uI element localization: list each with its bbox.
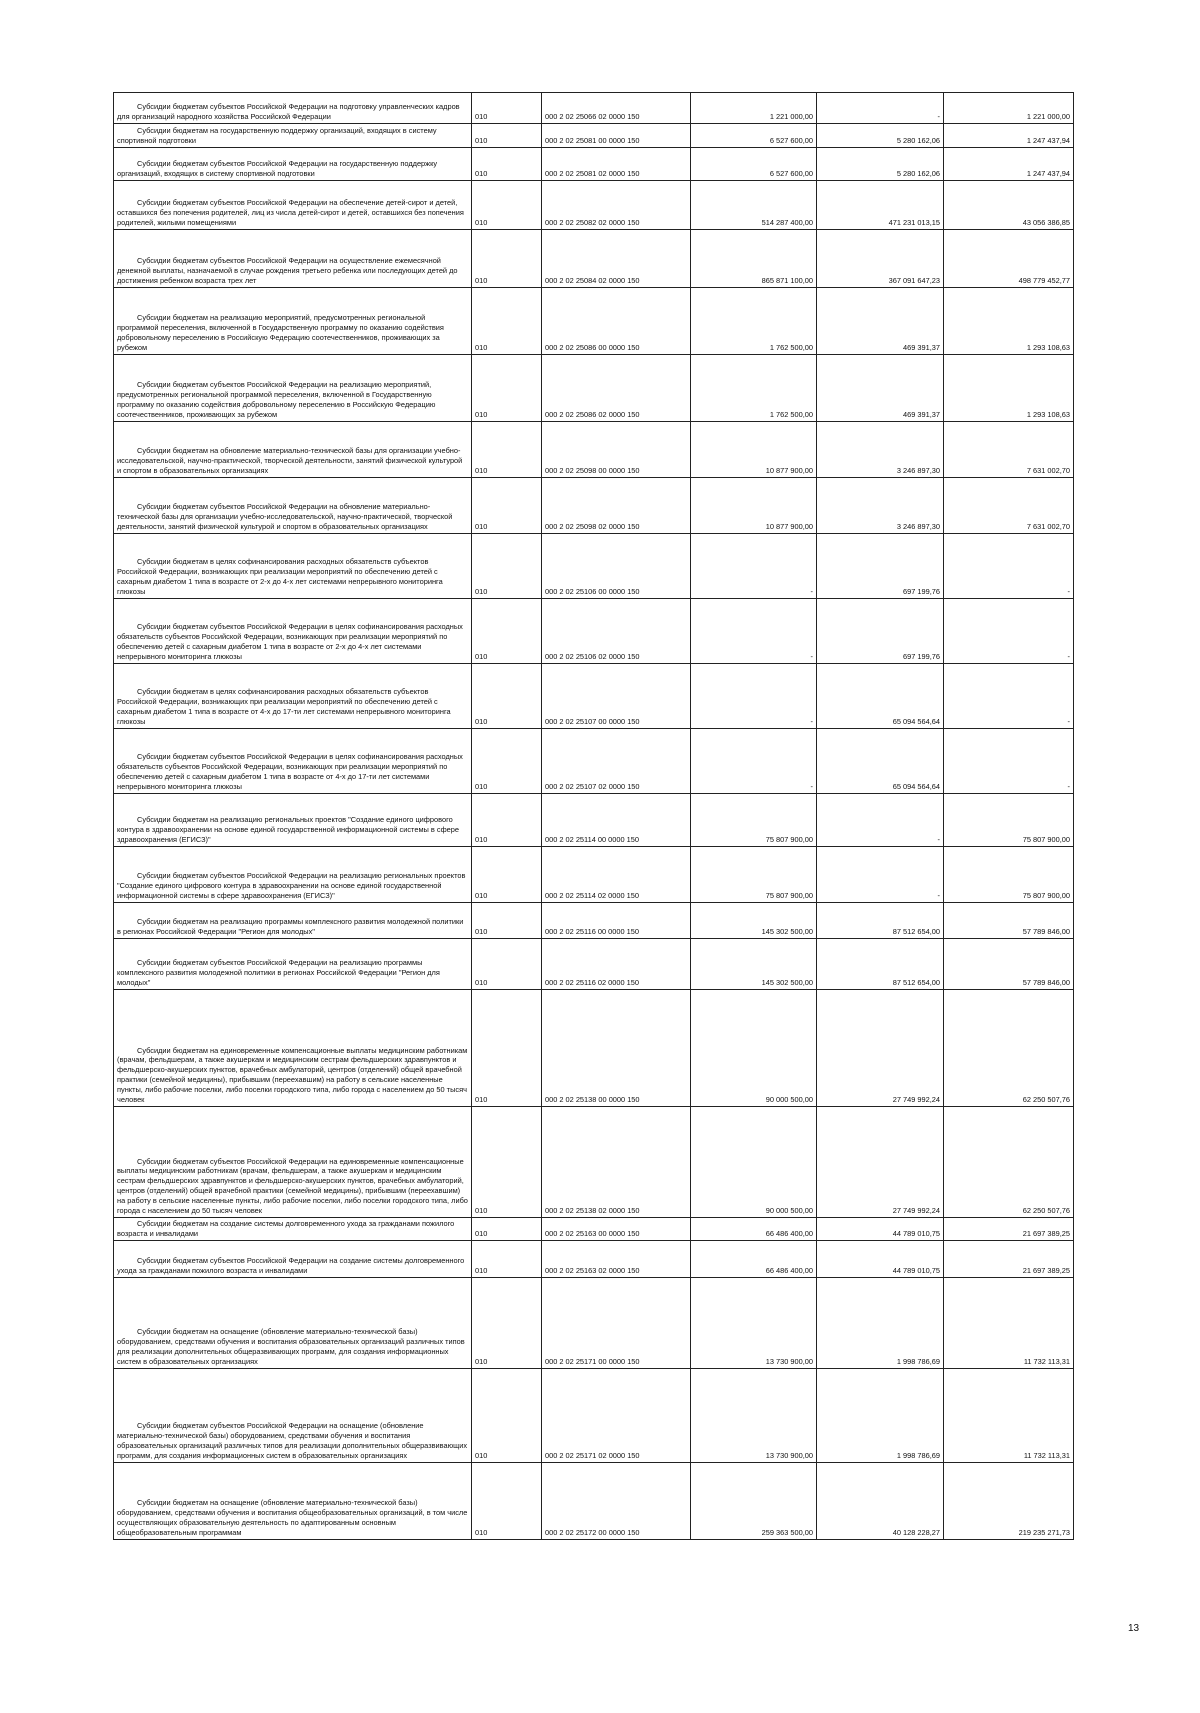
row-kbk-cell: 000 2 02 25116 02 0000 150	[542, 939, 691, 990]
row-remaining-cell: 62 250 507,76	[944, 1107, 1074, 1218]
row-remaining-cell: 1 247 437,94	[944, 124, 1074, 148]
row-approved-cell: 145 302 500,00	[691, 939, 817, 990]
row-remaining-cell: -	[944, 534, 1074, 599]
row-executed-cell: 471 231 013,15	[817, 181, 944, 230]
row-executed-cell: 1 998 786,69	[817, 1278, 944, 1369]
row-name-text: Субсидии бюджетам субъектов Российской Федерации на создание системы долговременного ухода за гражданами пожилого возраста и инвалидами	[117, 1256, 465, 1276]
row-name-cell	[114, 93, 472, 124]
row-approved-cell: -	[691, 729, 817, 794]
row-name-cell	[114, 1463, 472, 1540]
row-kbk-cell: 000 2 02 25171 00 0000 150	[542, 1278, 691, 1369]
row-name-cell	[114, 148, 472, 181]
table-row	[114, 1463, 1074, 1540]
row-name-text: Субсидии бюджетам на реализацию мероприятий, предусмотренных региональной программой переселения, включенной в Государственную программу по оказанию содействия добровольному переселению в Российскую Федерацию соотечественников, проживающих за рубежом	[117, 313, 444, 353]
table-row	[114, 93, 1074, 124]
row-name-text: Субсидии бюджетам на создание системы долговременного ухода за гражданами пожилого возраста и инвалидами	[117, 1219, 455, 1239]
row-name-cell	[114, 181, 472, 230]
row-executed-cell: 1 998 786,69	[817, 1369, 944, 1463]
row-name-cell	[114, 534, 472, 599]
row-remaining-cell: 7 631 002,70	[944, 478, 1074, 534]
row-approved-cell: 865 871 100,00	[691, 230, 817, 288]
row-kbk-cell: 000 2 02 25172 00 0000 150	[542, 1463, 691, 1540]
page-number: 13	[1128, 1623, 1140, 1634]
row-name-text: Субсидии бюджетам в целях софинансирования расходных обязательств субъектов Российской Федерации, возникающих при реализации мероприятий по обеспечению детей с сахарным диабетом 1 типа в возрасте от 4-х до 17-ти лет системами непрерывного мониторинга глюкозы	[117, 687, 451, 727]
row-approved-cell: -	[691, 599, 817, 664]
row-kbk-cell: 000 2 02 25086 00 0000 150	[542, 288, 691, 355]
row-code-cell: 010	[472, 1369, 542, 1463]
table-row	[114, 847, 1074, 903]
row-executed-cell: 3 246 897,30	[817, 478, 944, 534]
row-remaining-cell: 498 779 452,77	[944, 230, 1074, 288]
row-code-cell: 010	[472, 124, 542, 148]
row-name-cell	[114, 422, 472, 478]
table-row	[114, 534, 1074, 599]
row-name-cell	[114, 1278, 472, 1369]
row-approved-cell: 6 527 600,00	[691, 124, 817, 148]
row-kbk-cell: 000 2 02 25106 00 0000 150	[542, 534, 691, 599]
row-name-cell	[114, 729, 472, 794]
row-kbk-cell: 000 2 02 25163 02 0000 150	[542, 1241, 691, 1278]
row-kbk-cell: 000 2 02 25107 00 0000 150	[542, 664, 691, 729]
row-remaining-cell: 57 789 846,00	[944, 903, 1074, 939]
row-approved-cell: 6 527 600,00	[691, 148, 817, 181]
row-remaining-cell: 43 056 386,85	[944, 181, 1074, 230]
row-remaining-cell: -	[944, 729, 1074, 794]
row-name-cell	[114, 230, 472, 288]
row-approved-cell: 13 730 900,00	[691, 1369, 817, 1463]
row-executed-cell: 27 749 992,24	[817, 1107, 944, 1218]
table-row	[114, 1107, 1074, 1218]
row-approved-cell: 66 486 400,00	[691, 1241, 817, 1278]
row-name-text: Субсидии бюджетам субъектов Российской Федерации в целях софинансирования расходных обязательств субъектов Российской Федерации, возникающих при реализации мероприятий по обеспечению детей с сахарным диабетом 1 типа в возрасте от 4-х до 17-ти лет системами непрерывного мониторинга глюкозы	[117, 752, 463, 792]
row-remaining-cell: 57 789 846,00	[944, 939, 1074, 990]
row-name-cell	[114, 794, 472, 847]
row-code-cell: 010	[472, 794, 542, 847]
row-code-cell: 010	[472, 1107, 542, 1218]
row-code-cell: 010	[472, 729, 542, 794]
row-name-cell	[114, 1107, 472, 1218]
row-name-text: Субсидии бюджетам субъектов Российской Федерации в целях софинансирования расходных обязательств субъектов Российской Федерации, возникающих при реализации мероприятий по обеспечению детей с сахарным диабетом 1 типа в возрасте от 2-х до 4-х лет системами непрерывного мониторинга глюкозы	[117, 622, 463, 662]
row-name-text: Субсидии бюджетам на оснащение (обновление материально-технической базы) оборудованием, средствами обучения и воспитания общеобразовательных организаций, в том числе осуществляющих образовательную деятельность по адаптированным основным общеобразовательным программам	[117, 1498, 468, 1538]
row-executed-cell: 697 199,76	[817, 599, 944, 664]
table-row	[114, 148, 1074, 181]
row-kbk-cell: 000 2 02 25066 02 0000 150	[542, 93, 691, 124]
row-code-cell: 010	[472, 664, 542, 729]
row-name-cell	[114, 478, 472, 534]
row-executed-cell: 5 280 162,06	[817, 124, 944, 148]
row-name-text: Субсидии бюджетам субъектов Российской Федерации на государственную поддержку организаций, входящих в систему спортивной подготовки	[117, 159, 438, 179]
row-name-text: Субсидии бюджетам на единовременные компенсационные выплаты медицинским работникам (врачам, фельдшерам, а также акушеркам и медицинским сестрам фельдшерских здравпунктов и фельдшерско-акушерских пунктов, врачебных амбулаторий, центров (отделений) общей врачебной практики (семейной медицины), прибывшим (переехавшим) на работу в сельские населенные пункты, либо рабочие поселки, либо поселки городского типа, либо города с населением до 50 тысяч человек	[117, 1045, 468, 1105]
row-kbk-cell: 000 2 02 25114 02 0000 150	[542, 847, 691, 903]
table-row	[114, 1278, 1074, 1369]
row-executed-cell: 40 128 228,27	[817, 1463, 944, 1540]
row-name-text: Субсидии бюджетам на государственную поддержку организаций, входящих в систему спортивной подготовки	[117, 126, 437, 146]
row-code-cell: 010	[472, 93, 542, 124]
table-row	[114, 181, 1074, 230]
row-approved-cell: 13 730 900,00	[691, 1278, 817, 1369]
row-remaining-cell: 11 732 113,31	[944, 1369, 1074, 1463]
row-name-cell	[114, 939, 472, 990]
row-approved-cell: 10 877 900,00	[691, 422, 817, 478]
row-code-cell: 010	[472, 990, 542, 1107]
row-executed-cell: 469 391,37	[817, 288, 944, 355]
row-name-text: Субсидии бюджетам субъектов Российской Федерации на реализацию мероприятий, предусмотренных региональной программой переселения, включенной в Государственную программу по оказанию содействия добровольному переселению в Российскую Федерацию соотечественников, проживающих за рубежом	[117, 380, 436, 420]
row-approved-cell: -	[691, 534, 817, 599]
row-code-cell: 010	[472, 847, 542, 903]
row-kbk-cell: 000 2 02 25081 00 0000 150	[542, 124, 691, 148]
row-name-cell	[114, 124, 472, 148]
table-body	[114, 93, 1074, 1540]
row-name-cell	[114, 990, 472, 1107]
row-kbk-cell: 000 2 02 25084 02 0000 150	[542, 230, 691, 288]
table-row	[114, 422, 1074, 478]
row-code-cell: 010	[472, 181, 542, 230]
row-name-cell	[114, 355, 472, 422]
row-executed-cell: 367 091 647,23	[817, 230, 944, 288]
row-executed-cell: -	[817, 93, 944, 124]
row-remaining-cell: 75 807 900,00	[944, 847, 1074, 903]
row-remaining-cell: 1 293 108,63	[944, 355, 1074, 422]
row-executed-cell: 3 246 897,30	[817, 422, 944, 478]
row-executed-cell: -	[817, 794, 944, 847]
row-code-cell: 010	[472, 148, 542, 181]
row-kbk-cell: 000 2 02 25138 02 0000 150	[542, 1107, 691, 1218]
row-code-cell: 010	[472, 534, 542, 599]
row-executed-cell: 469 391,37	[817, 355, 944, 422]
row-name-cell	[114, 1218, 472, 1241]
row-name-cell	[114, 1241, 472, 1278]
revenue-execution-table	[113, 92, 1074, 1540]
row-approved-cell: 1 762 500,00	[691, 355, 817, 422]
row-name-text: Субсидии бюджетам субъектов Российской Федерации на подготовку управленческих кадров для организаций народного хозяйства Российской Федерации	[117, 102, 460, 122]
row-code-cell: 010	[472, 230, 542, 288]
row-approved-cell: 514 287 400,00	[691, 181, 817, 230]
row-kbk-cell: 000 2 02 25107 02 0000 150	[542, 729, 691, 794]
row-remaining-cell: 11 732 113,31	[944, 1278, 1074, 1369]
row-name-text: Субсидии бюджетам на оснащение (обновление материально-технической базы) оборудованием, средствами обучения и воспитания образовательных организаций различных типов для реализации дополнительных общеразвивающих программ, для создания информационных систем в образовательных организациях	[117, 1327, 465, 1367]
row-executed-cell: 87 512 654,00	[817, 939, 944, 990]
row-executed-cell: 44 789 010,75	[817, 1241, 944, 1278]
row-executed-cell: 27 749 992,24	[817, 990, 944, 1107]
row-code-cell: 010	[472, 939, 542, 990]
row-approved-cell: 10 877 900,00	[691, 478, 817, 534]
row-remaining-cell: 62 250 507,76	[944, 990, 1074, 1107]
table-row	[114, 1218, 1074, 1241]
row-name-text: Субсидии бюджетам субъектов Российской Федерации на единовременные компенсационные выплаты медицинским работникам (врачам, фельдшерам, а также акушеркам и медицинским сестрам фельдшерских здравпунктов и фельдшерско-акушерских пунктов, врачебных амбулаторий, центров (отделений) общей врачебной практики (семейной медицины), прибывшим (переехавшим) на работу в сельские населенные пункты, либо рабочие поселки, либо поселки городского типа, либо города с населением до 50 тысяч человек	[117, 1156, 468, 1216]
row-name-cell	[114, 664, 472, 729]
row-executed-cell: 65 094 564,64	[817, 664, 944, 729]
row-executed-cell: 44 789 010,75	[817, 1218, 944, 1241]
row-approved-cell: 1 762 500,00	[691, 288, 817, 355]
row-approved-cell: 145 302 500,00	[691, 903, 817, 939]
row-code-cell: 010	[472, 1218, 542, 1241]
row-kbk-cell: 000 2 02 25081 02 0000 150	[542, 148, 691, 181]
table-row	[114, 990, 1074, 1107]
row-remaining-cell: 7 631 002,70	[944, 422, 1074, 478]
row-approved-cell: 1 221 000,00	[691, 93, 817, 124]
table-row	[114, 794, 1074, 847]
row-kbk-cell: 000 2 02 25098 00 0000 150	[542, 422, 691, 478]
row-code-cell: 010	[472, 355, 542, 422]
table-row	[114, 729, 1074, 794]
row-approved-cell: -	[691, 664, 817, 729]
table-row	[114, 664, 1074, 729]
table-row	[114, 1369, 1074, 1463]
row-code-cell: 010	[472, 478, 542, 534]
row-kbk-cell: 000 2 02 25106 02 0000 150	[542, 599, 691, 664]
row-name-text: Субсидии бюджетам субъектов Российской Федерации на реализацию программы комплексного развития молодежной политики в регионах Российской Федерации "Регион для молодых"	[117, 958, 440, 988]
row-remaining-cell: 1 221 000,00	[944, 93, 1074, 124]
row-code-cell: 010	[472, 1463, 542, 1540]
table-row	[114, 903, 1074, 939]
table-row	[114, 124, 1074, 148]
row-approved-cell: 75 807 900,00	[691, 847, 817, 903]
row-code-cell: 010	[472, 422, 542, 478]
row-kbk-cell: 000 2 02 25116 00 0000 150	[542, 903, 691, 939]
table-row	[114, 1241, 1074, 1278]
table-row	[114, 939, 1074, 990]
row-kbk-cell: 000 2 02 25138 00 0000 150	[542, 990, 691, 1107]
row-executed-cell: 87 512 654,00	[817, 903, 944, 939]
row-remaining-cell: 219 235 271,73	[944, 1463, 1074, 1540]
row-remaining-cell: 1 293 108,63	[944, 288, 1074, 355]
row-executed-cell: -	[817, 847, 944, 903]
row-code-cell: 010	[472, 1278, 542, 1369]
row-code-cell: 010	[472, 1241, 542, 1278]
table-row	[114, 355, 1074, 422]
row-remaining-cell: -	[944, 599, 1074, 664]
row-remaining-cell: 21 697 389,25	[944, 1218, 1074, 1241]
row-approved-cell: 90 000 500,00	[691, 1107, 817, 1218]
row-name-cell	[114, 847, 472, 903]
row-kbk-cell: 000 2 02 25114 00 0000 150	[542, 794, 691, 847]
row-approved-cell: 90 000 500,00	[691, 990, 817, 1107]
row-name-cell	[114, 288, 472, 355]
row-approved-cell: 259 363 500,00	[691, 1463, 817, 1540]
row-name-text: Субсидии бюджетам в целях софинансирования расходных обязательств субъектов Российской Федерации, возникающих при реализации мероприятий по обеспечению детей с сахарным диабетом 1 типа в возрасте от 2-х до 4-х лет системами непрерывного мониторинга глюкозы	[117, 557, 443, 597]
row-code-cell: 010	[472, 903, 542, 939]
row-executed-cell: 697 199,76	[817, 534, 944, 599]
row-remaining-cell: 1 247 437,94	[944, 148, 1074, 181]
row-name-text: Субсидии бюджетам субъектов Российской Федерации на обновление материально-технической базы для организации учебно-исследовательской, научно-практической, творческой деятельности, занятий физической культурой и спортом в образовательных организациях	[117, 502, 453, 532]
row-code-cell: 010	[472, 288, 542, 355]
table-row	[114, 478, 1074, 534]
row-name-text: Субсидии бюджетам на реализацию программы комплексного развития молодежной политики в регионах Российской Федерации "Регион для молодых"	[117, 917, 464, 937]
row-kbk-cell: 000 2 02 25163 00 0000 150	[542, 1218, 691, 1241]
row-name-text: Субсидии бюджетам субъектов Российской Федерации на оснащение (обновление материально-технической базы) оборудованием, средствами обучения и воспитания образовательных организаций различных типов для реализации дополнительных общеразвивающих программ, для создания информационных систем в образовательных организациях	[117, 1421, 468, 1461]
row-approved-cell: 66 486 400,00	[691, 1218, 817, 1241]
row-approved-cell: 75 807 900,00	[691, 794, 817, 847]
row-kbk-cell: 000 2 02 25098 02 0000 150	[542, 478, 691, 534]
row-name-text: Субсидии бюджетам субъектов Российской Федерации на реализацию региональных проектов "Создание единого цифрового контура в здравоохранении на основе единой государственной информационной системы в сфере здравоохранения (ЕГИСЗ)"	[117, 871, 466, 901]
row-executed-cell: 5 280 162,06	[817, 148, 944, 181]
row-name-text: Субсидии бюджетам на обновление материально-технической базы для организации учебно-исследовательской, научно-практической, творческой деятельности, занятий физической культурой и спортом в образовательных организациях	[117, 446, 463, 476]
row-kbk-cell: 000 2 02 25086 02 0000 150	[542, 355, 691, 422]
row-name-text: Субсидии бюджетам субъектов Российской Федерации на осуществление ежемесячной денежной выплаты, назначаемой в случае рождения третьего ребенка или последующих детей до достижения ребенком возраста трех лет	[117, 256, 458, 286]
row-name-cell	[114, 1369, 472, 1463]
row-name-cell	[114, 599, 472, 664]
row-name-cell	[114, 903, 472, 939]
row-kbk-cell: 000 2 02 25082 02 0000 150	[542, 181, 691, 230]
row-remaining-cell: -	[944, 664, 1074, 729]
table-row	[114, 599, 1074, 664]
row-remaining-cell: 21 697 389,25	[944, 1241, 1074, 1278]
row-remaining-cell: 75 807 900,00	[944, 794, 1074, 847]
table-row	[114, 288, 1074, 355]
row-code-cell: 010	[472, 599, 542, 664]
row-name-text: Субсидии бюджетам на реализацию региональных проектов "Создание единого цифрового контура в здравоохранении на основе единой государственной информационной системы в сфере здравоохранения (ЕГИСЗ)"	[117, 815, 459, 845]
row-executed-cell: 65 094 564,64	[817, 729, 944, 794]
table-row	[114, 230, 1074, 288]
row-kbk-cell: 000 2 02 25171 02 0000 150	[542, 1369, 691, 1463]
row-name-text: Субсидии бюджетам субъектов Российской Федерации на обеспечение детей-сирот и детей, оставшихся без попечения родителей, лиц из числа детей-сирот и детей, оставшихся без попечения родителей, жилыми помещениями	[117, 198, 464, 228]
